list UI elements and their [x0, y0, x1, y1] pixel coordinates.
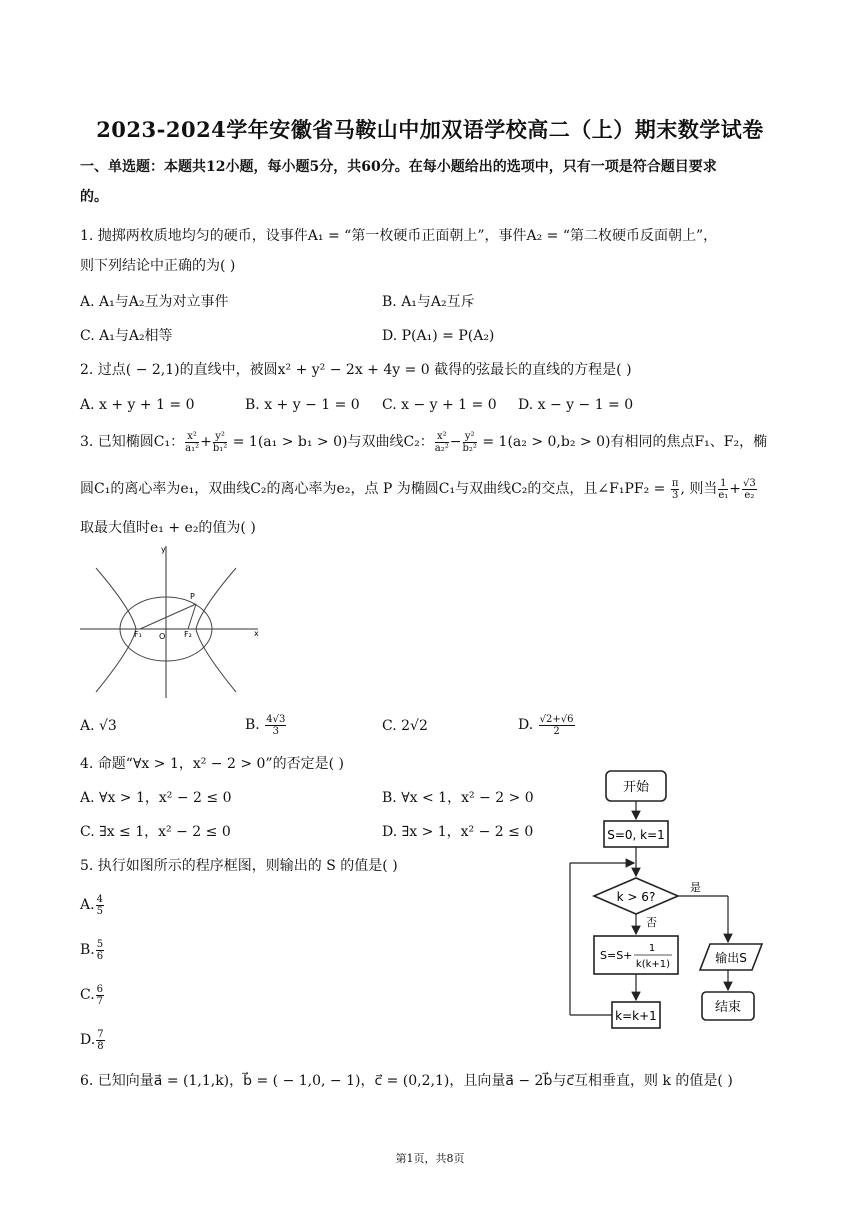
question-4-option-c: C. ∃x ≤ 1，x² − 2 ≤ 0: [80, 824, 231, 840]
label-f2: F₂: [184, 630, 192, 639]
label-x: x: [254, 629, 259, 638]
q3-text-c: = 1(a₂ > 0,b₂ > 0)有相同的焦点F₁、F₂，椭: [477, 434, 768, 450]
question-4-option-b: B. ∀x < 1，x² − 2 > 0: [382, 790, 534, 806]
section-heading-line2: 的。: [80, 189, 108, 205]
q3-text-a: 3. 已知椭圆C₁：: [80, 434, 185, 450]
question-1-option-d: D. P(A₁) = P(A₂): [382, 328, 495, 344]
flow-init-label: S=0, k=1: [607, 828, 665, 842]
fraction-y2-b2: $\frac{\text{y²}}{\text{b₂²}}$: [462, 430, 477, 454]
fraction-1-e1: $\frac{1}{\text{e₁}}$: [718, 477, 729, 501]
question-2-option-c: C. x − y + 1 = 0: [382, 397, 497, 413]
question-4-line1: 4. 命题“∀x > 1，x² − 2 > 0”的否定是( ): [80, 756, 344, 772]
flow-condition-label: k > 6?: [616, 890, 656, 904]
flow-start-label: 开始: [622, 780, 650, 795]
question-3-option-c: C. 2√2: [382, 718, 428, 734]
q3-text-b: = 1(a₁ > b₁ > 0)与双曲线C₂：: [228, 434, 434, 450]
question-3-line3: 取最大值时e₁ + e₂的值为( ): [80, 520, 256, 536]
fraction-y2-b1: $\frac{\text{y²}}{\text{b₁²}}$: [212, 430, 228, 454]
hyperbola-left-branch: [96, 568, 136, 692]
page-title: 2023-2024学年安徽省马鞍山中加双语学校高二（上）期末数学试卷: [96, 117, 764, 142]
fraction-sqrt3-e2: $\frac{√3}{\text{e₂}}$: [743, 477, 756, 501]
question-2-option-a: A. x + y + 1 = 0: [80, 397, 195, 413]
question-1-line1: 1. 抛掷两枚质地均匀的硬币，设事件A₁ = “第一枚硬币正面朝上”，事件A₂ = “第二枚硬币反面朝上”，: [80, 228, 718, 244]
flow-increment-label: k=k+1: [615, 1009, 657, 1023]
question-3-line1: 3. 已知椭圆C₁： $\frac{\text{x²}}{\text{a₁²}}$ + $\frac{\text{y²}}{\text{b₁²}}$ = 1(a₁ > b₁ > 0)与双曲线C₂： $\frac{\text{x²}}{\text{a₂²}}$ − $\frac{\text{y²}}{\text{b₂²}}$ = 1(a₂ > 0,b₂ > 0)有相同的焦点F₁、F₂，椭: [80, 430, 768, 454]
fraction-option-c: $\frac{6}{7}$: [96, 983, 104, 1007]
fraction-option-d: $\frac{√2+√6}{2}$: [539, 713, 574, 737]
question-3-option-d: D. $\frac{√2+√6}{2}$: [518, 713, 574, 737]
segment-f1p: [140, 604, 196, 629]
label-p: P: [190, 592, 195, 601]
segment-f2p: [188, 604, 196, 629]
question-5-option-a: A. $\frac{4}{5}$: [80, 893, 103, 917]
question-4-option-a: A. ∀x > 1，x² − 2 ≤ 0: [80, 790, 232, 806]
question-5-option-b: B. $\frac{5}{6}$: [80, 938, 104, 962]
q3-text-d: 圆C₁的离心率为e₁，双曲线C₂的离心率为e₂，点 P 为椭圆C₁与双曲线C₂的交点，且∠F₁PF₂ =: [80, 481, 670, 497]
question-2-option-d: D. x − y − 1 = 0: [518, 397, 634, 413]
flow-update-den: k(k+1): [635, 959, 671, 970]
flow-yes-label: 是: [690, 881, 701, 894]
question-6-line1: 6. 已知向量a⃗ = (1,1,k)，b⃗ = ( − 1,0, − 1)，c⃗ = (0,2,1)，且向量a⃗ − 2b⃗与c⃗互相垂直，则 k 的值是( ): [80, 1073, 733, 1089]
question-3-option-b: B. $\frac{4√3}{3}$: [245, 713, 286, 737]
q3-text-e: , 则当: [680, 481, 718, 497]
question-2-option-b: B. x + y − 1 = 0: [245, 397, 360, 413]
program-flowchart: [560, 765, 780, 1035]
flow-update-num: 1: [648, 943, 656, 954]
fraction-option-d: $\frac{7}{8}$: [97, 1028, 104, 1052]
section-heading-line1: 一、单选题：本题共12小题，每小题5分，共60分。在每小题给出的选项中，只有一项是符合题目要求: [80, 159, 717, 175]
flow-no-label: 否: [646, 916, 657, 929]
ellipse-hyperbola-figure: [76, 540, 266, 700]
fraction-x2-a2: $\frac{\text{x²}}{\text{a₂²}}$: [434, 430, 449, 454]
label-f1: F₁: [134, 630, 142, 639]
question-1-option-b: B. A₁与A₂互斥: [382, 294, 475, 310]
question-5-option-c: C. $\frac{6}{7}$: [80, 983, 104, 1007]
fraction-option-a: $\frac{4}{5}$: [96, 893, 103, 917]
label-y: y: [161, 545, 166, 554]
question-2-line1: 2. 过点( − 2,1)的直线中，被圆x² + y² − 2x + 4y = 0 截得的弦最长的直线的方程是( ): [80, 362, 632, 378]
fraction-option-b: $\frac{4√3}{3}$: [266, 713, 286, 737]
flow-output-label: 输出S: [715, 951, 747, 965]
question-4-option-d: D. ∃x > 1，x² − 2 ≤ 0: [382, 824, 534, 840]
question-5-option-d: D. $\frac{7}{8}$: [80, 1028, 104, 1052]
fraction-x2-a1: $\frac{\text{x²}}{\text{a₁²}}$: [185, 430, 200, 454]
flow-update-label: S=S+: [600, 949, 633, 962]
fraction-pi-3: $\frac{\pi}{3}$: [671, 477, 679, 501]
question-1-line2: 则下列结论中正确的为( ): [80, 258, 236, 274]
question-1-option-c: C. A₁与A₂相等: [80, 328, 173, 344]
flow-end-label: 结束: [714, 1000, 742, 1015]
page-footer: 第1页，共8页: [395, 1152, 465, 1165]
question-3-line2: 圆C₁的离心率为e₁，双曲线C₂的离心率为e₂，点 P 为椭圆C₁与双曲线C₂的交点，且∠F₁PF₂ = $\frac{\pi}{3}$ , 则当 $\frac{1}{\text{e₁}}$ + $\frac{√3}{\text{e₂}}$: [80, 477, 756, 501]
fraction-option-b: $\frac{5}{6}$: [96, 938, 104, 962]
question-3-option-a: A. √3: [80, 718, 117, 734]
hyperbola-right-branch: [196, 568, 236, 692]
question-5-line1: 5. 执行如图所示的程序框图，则输出的 S 的值是( ): [80, 858, 398, 874]
question-1-option-a: A. A₁与A₂互为对立事件: [80, 294, 229, 310]
label-o: O: [159, 632, 166, 641]
